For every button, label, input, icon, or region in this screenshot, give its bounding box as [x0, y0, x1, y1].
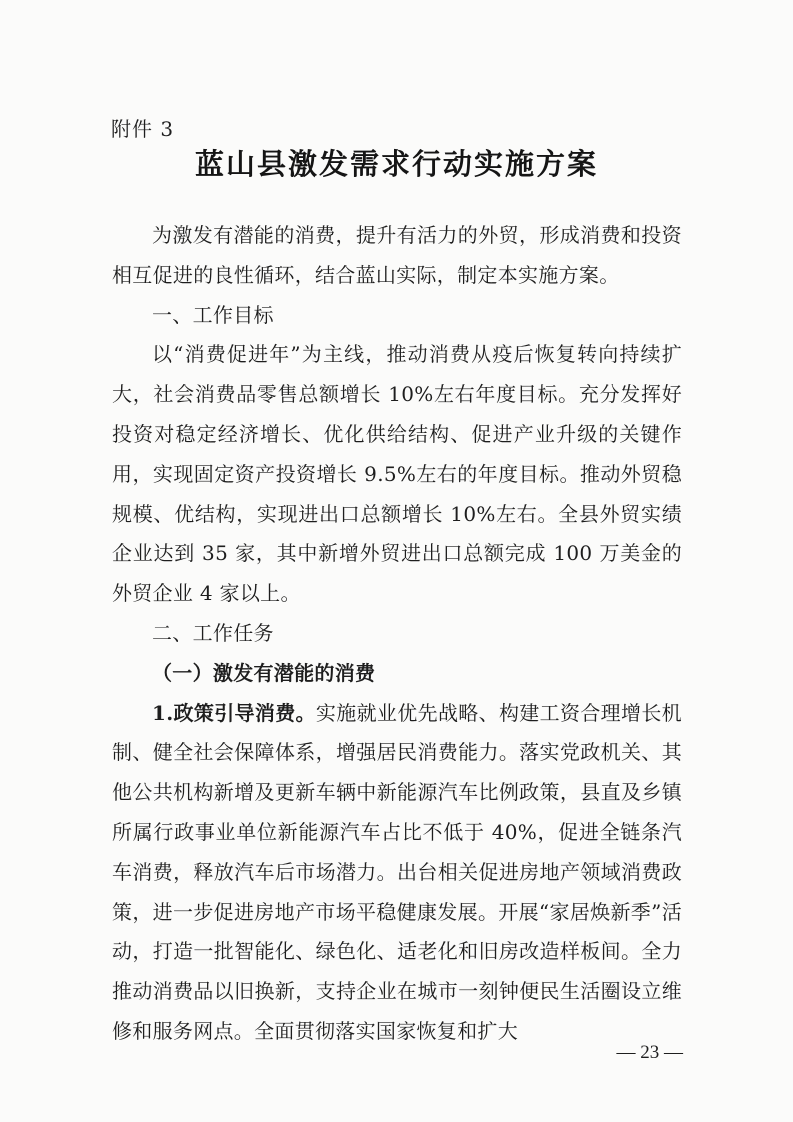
subsection-heading-consumption: （一）激发有潜能的消费	[152, 660, 376, 685]
section-heading-tasks: 二、工作任务	[152, 620, 274, 645]
page-number: — 23 —	[616, 1042, 683, 1063]
intro-paragraph: 为激发有潜能的消费，提升有活力的外贸，形成消费和投资相互促进的良性循环，结合蓝山实际，制定本实施方案。	[112, 223, 682, 287]
attachment-label: 附件 3	[111, 117, 175, 141]
document-body	[112, 216, 682, 1052]
item1-paragraph	[112, 694, 682, 1052]
item1-lead: 1.政策引导消费。	[152, 700, 316, 725]
document-title: 蓝山县激发需求行动实施方案	[194, 147, 598, 181]
item1-body: 实施就业优先战略、构建工资合理增长机制、健全社会保障体系，增强居民消费能力。落实党政机关、其他公共机构新增及更新车辆中新能源汽车比例政策，县直及乡镇所属行政事业单位新能源汽车占比不低于 40%，促进全链条汽车消费，释放汽车后市场潜力。出台相关促进房地产领域消费政策，进一步促进房地产市场平稳健康发展。开展“家居焕新季”活动，打造一批智能化、绿色化、适老化和旧房改造样板间。全力推动消费品以旧换新，支持企业在城市一刻钟便民生活圈设立维修和服务网点。全面贯彻落实国家恢复和扩大	[112, 700, 682, 1043]
goals-paragraph: 以“消费促进年”为主线，推动消费从疫后恢复转向持续扩大，社会消费品零售总额增长 10%左右年度目标。充分发挥好投资对稳定经济增长、优化供给结构、促进产业升级的关键作用，实现固定资产投资增长 9.5%左右的年度目标。推动外贸稳规模、优结构，实现进出口总额增长 10%左右。全县外贸实绩企业达到 35 家，其中新增外贸进出口总额完成 100 万美金的外贸企业 4 家以上。	[112, 342, 682, 606]
section-heading-goals: 一、工作目标	[152, 302, 274, 327]
